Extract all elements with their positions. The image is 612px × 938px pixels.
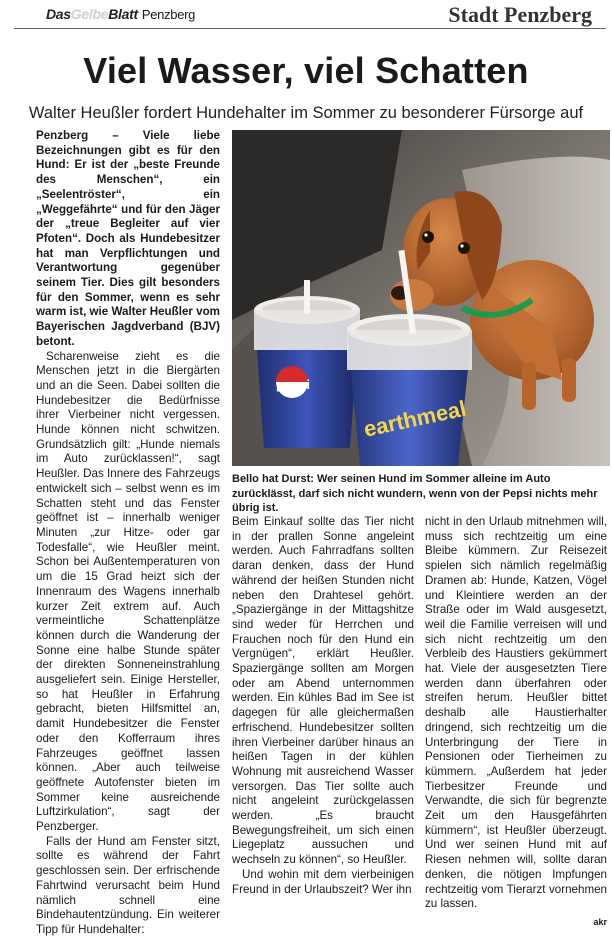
body-paragraph: Falls der Hund am Fenster sitzt, sollte es während der Fahrt geschlossen sein. Der erfrischende Fahrtwind verursacht beim Hund nämlich schnell eine Bindehautentzündung. Ein weiterer Tipp für Hundehalter: bbox=[36, 834, 220, 936]
headline: Viel Wasser, viel Schatten bbox=[83, 50, 529, 91]
article-column-3 bbox=[425, 515, 607, 930]
pepsi-logo-text: pepsi bbox=[276, 377, 310, 392]
brand-place: Penzberg bbox=[141, 7, 196, 22]
pepsi-cup-left bbox=[254, 280, 360, 448]
earthmeal-logo-text: earthmeal bbox=[361, 395, 469, 442]
author-initials: akr bbox=[593, 916, 607, 927]
brand-part-das: Das bbox=[46, 6, 71, 22]
body-paragraph: nicht in den Urlaub mitnehmen will, muss sich rechtzeitig um eine Bleibe kümmern. Zur Reisezeit spielen sich nämlich regelmäßig Dramen ab: Hunde, Katzen, Vögel und Kleintiere werden an der Straße oder im Wald ausgesetzt, weil die Familie verreisen will und sich nicht rechtzeitig um den Verbleib des Haustiers gekümmert hat. Viele der ausgesetzten Tiere werden dann überfahren oder streifen herum. Heußler bittet deshalb alle Haustierhalter dringend, sich rechtzeitig um die Unterbringung der Tiere in Pensionen oder Tierheimen zu kümmern. „Außerdem hat jeder Tierbesitzer Freunde und Verwandte, die sich für begrenzte Zeit um den Hausgefährten kümmern“, ist Heußler überzeugt. Und wer seinen Hund mit auf Riesen nehmen will, sollte daran denken, die nötigen Impfungen rechtzeitig vom Tierarzt vornehmen zu lassen. bbox=[425, 515, 607, 911]
body-paragraph: Und wohin mit dem vierbeinigen Freund in der Urlaubszeit? Wer ihn bbox=[232, 867, 414, 896]
article-column-1 bbox=[36, 129, 220, 938]
body-paragraph: Beim Einkauf sollte das Tier nicht in der prallen Sonne angeleint werden. Auch Fahrradfans sollten daran denken, dass der Hund während der heißen Stunden nicht neben den Drahtesel gehört. „Spaziergänge in der Mittagshitze sind weder für Herrchen und Frauchen noch für den Hund ein Vergnügen“, erklärt Heußler. Spaziergänge sollten am Morgen oder am Abend unternommen werden. Ein kühles Bad im See ist dagegen für alle gleichermaßen erfrischend. Hundebesitzer sollten ihren Vierbeiner darüber hinaus an heißen Tagen in der kühlen Wohnung mit ausreichend Wasser versorgen. Das Tier sollte auch nicht angeleint zurückgelassen werden. „Es braucht Bewegungsfreiheit, um sich einen Liegeplatz aussuchen und wechseln zu können“, so Heußler. bbox=[232, 515, 414, 867]
photo-caption: Bello hat Durst: Wer seinen Hund im Sommer alleine im Auto zurücklässt, darf sich nicht wundern, wenn von der Pepsi nichts mehr übrig ist. bbox=[232, 473, 598, 514]
newspaper-brand bbox=[46, 6, 195, 22]
body-paragraph: Scharenweise zieht es die Menschen jetzt in die Biergärten und an die Seen. Dabei sollten die Hundebesitzer die Bedürfnisse ihrer Vierbeiner nicht vergessen. Hunde können nicht schwitzen. Grundsätzlich gilt: „Hunde niemals im Auto zurücklassen!“, sagt Heußler. Das Innere des Fahrzeugs entwickelt sich – selbst wenn es im Schatten steht und das Fenster geöffnet ist – innerhalb weniger Minuten „zur Hitze- oder gar Todesfalle“, wie Heußler meint. Schon bei Außentemperaturen von um die 15 Grad heizt sich der Innenraum des Wagens innerhalb kurzer Zeit extrem auf. Auch vermeintliche Schattenplätze können durch die Wanderung der Sonne eine halbe Stunde später der direkten Sonneneinstrahlung ausgeliefert sein. Einige Hersteller, so hat Heußler in Erfahrung gebracht, bieten Hilfsmittel an, damit Hundebesitzer die Fenster oder den Kofferraum ihres Fahrzeuges geöffnet lassen können. „Aber auch teilweise geöffnete Autofenster bieten im Sommer keine ausreichende Luftzirkulation“, sagt der Penzberger. bbox=[36, 349, 220, 834]
masthead bbox=[14, 0, 606, 29]
article-photo bbox=[232, 130, 610, 466]
brand-part-gelbe: Gelbe bbox=[70, 6, 109, 22]
subheadline: Walter Heußler fordert Hundehalter im Sommer zu besonderer Fürsorge auf bbox=[28, 104, 584, 122]
section-title: Stadt Penzberg bbox=[448, 2, 592, 27]
brand-part-blatt: Blatt bbox=[108, 6, 138, 22]
dog-with-cups-illustration bbox=[232, 130, 610, 466]
article-column-2 bbox=[232, 515, 414, 897]
lead-paragraph: Penzberg – Viele liebe Bezeichnungen gibt es für den Hund: Er ist der „beste Freunde des Menschen“, ein „Seelentröster“, ein „Weggefährte“ und für den Jäger der „treue Begleiter auf vier Pfoten“. Doch als Hundebesitzer hat man Verpflichtungen und Verantwortung gegenüber seinem Tier. Dies gilt besonders für den Sommer, wenn es sehr warm ist, wie Walter Heußler vom Bayerischen Jagdverband (BJV) betont. bbox=[36, 129, 220, 348]
